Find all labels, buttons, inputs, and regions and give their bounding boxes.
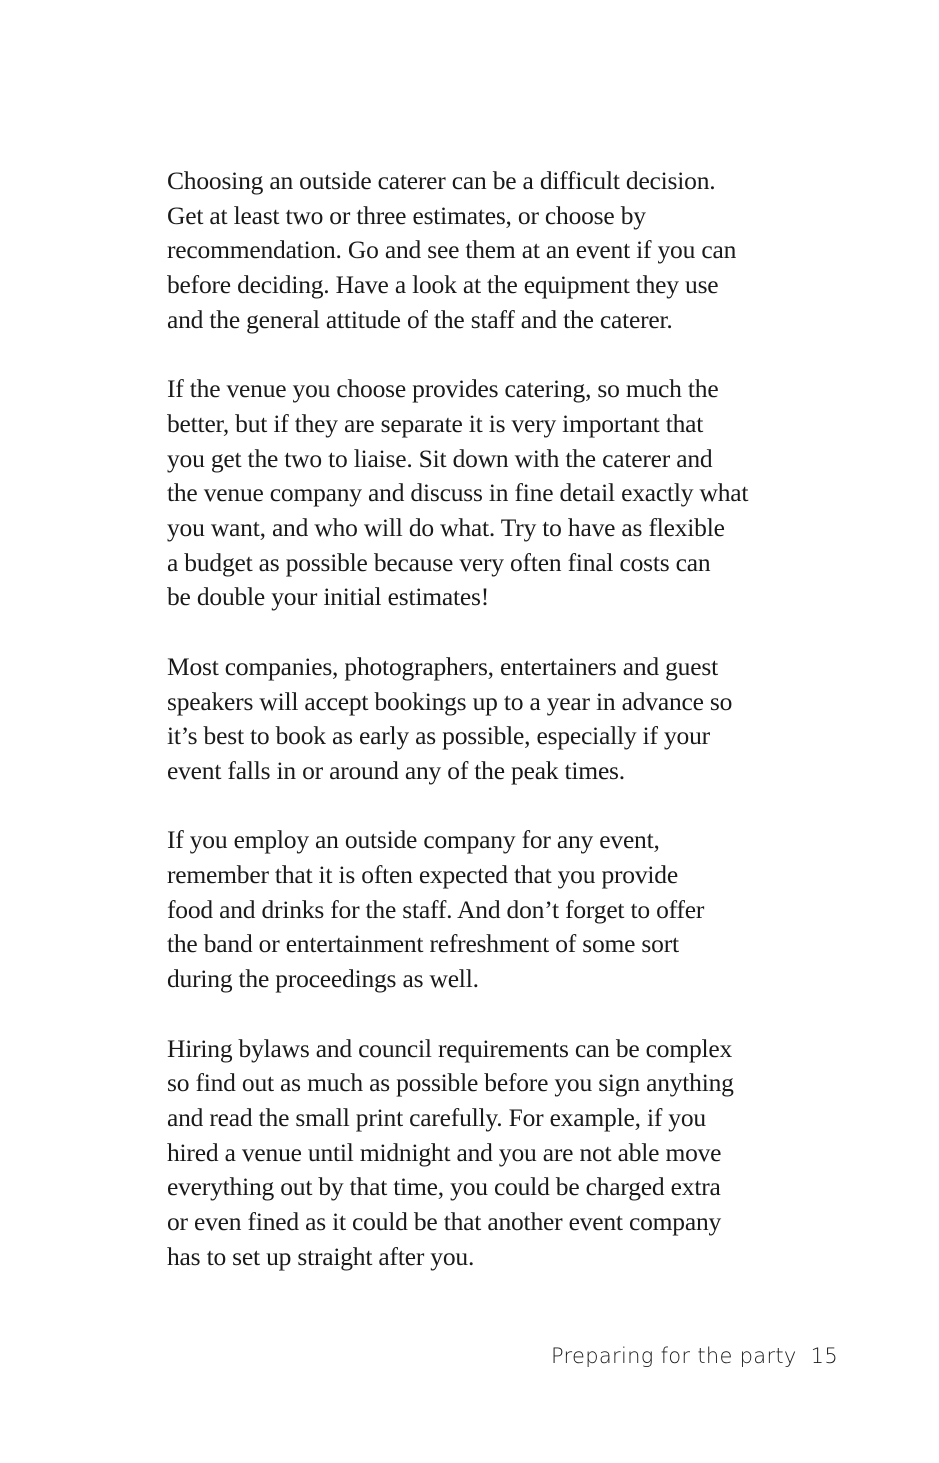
text-line: and the general attitude of the staff and the caterer. (167, 304, 673, 334)
body-text (167, 164, 827, 1309)
text-line: Most companies, photographers, entertainers and guest (167, 651, 718, 681)
text-line: you get the two to liaise. Sit down with the caterer and (167, 443, 713, 473)
text-line: the venue company and discuss in fine detail exactly what (167, 478, 749, 508)
text-line: remember that it is often expected that you provide (167, 860, 678, 890)
text-line: during the proceedings as well. (167, 964, 479, 994)
paragraph-venue (167, 372, 827, 615)
text-line: it’s best to book as early as possible, especially if your (167, 721, 710, 751)
paragraph-caterer (167, 164, 827, 338)
page-footer (551, 1344, 838, 1368)
paragraph-bylaws (167, 1032, 827, 1275)
text-line: a budget as possible because very often final costs can (167, 547, 711, 577)
text-line: the band or entertainment refreshment of some sort (167, 929, 679, 959)
paragraph-staff-refreshments (167, 823, 827, 997)
text-line: be double your initial estimates! (167, 582, 489, 612)
text-line: hired a venue until midnight and you are not able move (167, 1137, 722, 1167)
text-line: If you employ an outside company for any event, (167, 825, 660, 855)
text-line: before deciding. Have a look at the equipment they use (167, 270, 719, 300)
text-line: food and drinks for the staff. And don’t forget to offer (167, 894, 705, 924)
text-line: has to set up straight after you. (167, 1241, 475, 1271)
page-number: 15 (810, 1344, 838, 1368)
text-line: or even fined as it could be that another event company (167, 1207, 722, 1237)
paragraph-bookings (167, 650, 827, 789)
text-line: better, but if they are separate it is very important that (167, 408, 704, 438)
text-line: If the venue you choose provides catering, so much the (167, 374, 719, 404)
running-footer-title: Preparing for the party (550, 1344, 797, 1368)
text-line: Get at least two or three estimates, or choose by (167, 200, 646, 230)
text-line: so find out as much as possible before you sign anything (167, 1068, 734, 1098)
text-line: you want, and who will do what. Try to have as flexible (167, 513, 725, 543)
text-line: Hiring bylaws and council requirements can be complex (167, 1033, 733, 1063)
text-line: everything out by that time, you could be charged extra (167, 1172, 721, 1202)
text-line: speakers will accept bookings up to a year in advance so (167, 686, 733, 716)
text-line: recommendation. Go and see them at an event if you can (167, 235, 737, 265)
text-line: and read the small print carefully. For example, if you (167, 1102, 706, 1132)
text-line: event falls in or around any of the peak times. (167, 755, 625, 785)
text-line: Choosing an outside caterer can be a difficult decision. (167, 166, 716, 195)
